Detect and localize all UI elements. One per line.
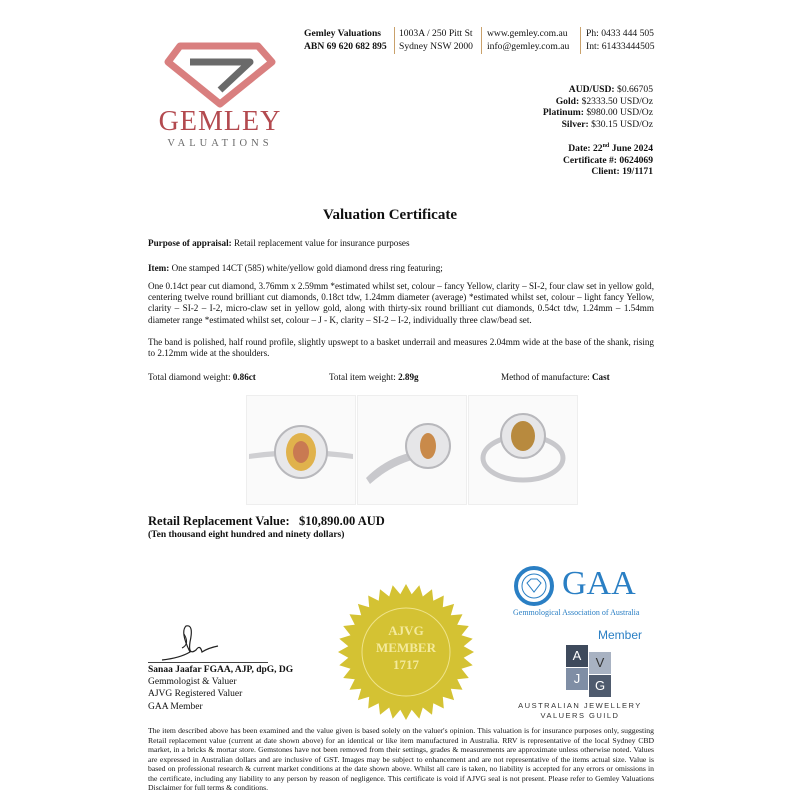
diamond-logo-icon xyxy=(150,38,290,108)
retail-value-amount: $10,890.00 AUD xyxy=(299,514,385,528)
gaa-member: Member xyxy=(598,628,643,642)
item-weight-label: Total item weight: xyxy=(329,372,396,382)
platinum-label: Platinum: xyxy=(542,107,584,118)
purpose-value: Retail replacement value for insurance purposes xyxy=(233,238,410,248)
company-name: Gemley Valuations xyxy=(304,28,382,39)
date-day: 22 xyxy=(593,143,603,155)
ring-photo-front xyxy=(246,395,356,505)
gold-label: Gold: xyxy=(555,95,580,107)
client-number: 19/1171 xyxy=(622,166,653,178)
certificate-number: 0624069 xyxy=(619,154,653,166)
silver-label: Silver: xyxy=(561,118,589,130)
ajvg-line2: VALUERS GUILD xyxy=(540,711,620,720)
ajvg-logo xyxy=(566,645,614,697)
client-label: Client: xyxy=(591,166,620,178)
gaa-abbr: GAA xyxy=(562,565,636,602)
page-title: Valuation Certificate xyxy=(322,207,457,223)
valuer-block xyxy=(148,664,293,713)
aud-usd-label: AUD/USD: xyxy=(568,84,615,95)
company-abn: ABN 69 620 682 895 xyxy=(304,40,387,52)
company-block xyxy=(304,28,387,53)
item-description: One 0.14ct pear cut diamond, 3.76mm x 2.59mm *estimated whilst set, colour – fancy Yellow, clarity – SI-2, four claw set in yellow gold, centering twelve round brilliant cut diamonds, 0.18ct tdw, 1.24mm diameter (average) *estimated whilst set, colour – light fancy Yellow, clarity – SI-2 – I-2, micro-claw set in yellow gold, along with thirty-six round brilliant cut diamonds, 0.54ct tdw, 1.24mm – 1.54mm diameter range *estimated whilst set, colour – J - K, clarity – SI-2 – I-2, individually three claw/bead set. xyxy=(148,281,654,325)
method: Cast xyxy=(591,372,610,382)
diamond-weight: 0.86ct xyxy=(232,372,256,382)
valuer-role3: GAA Member xyxy=(148,701,203,712)
ajvg-letter-a: A xyxy=(566,645,588,667)
gaa-diamond-icon xyxy=(514,566,554,606)
ajvg-letter-v: V xyxy=(589,652,611,674)
item-weight: 2.89g xyxy=(398,372,419,382)
ring-photo-side xyxy=(357,395,467,505)
value-in-words: (Ten thousand eight hundred and ninety dollars) xyxy=(148,530,345,540)
aud-usd-value: $0.66705 xyxy=(617,84,653,95)
signature-icon xyxy=(160,622,220,664)
address-line1: 1003A / 250 Pitt St xyxy=(399,28,473,39)
item xyxy=(148,263,654,274)
phone: Ph: 0433 444 505 xyxy=(586,28,654,39)
gold-value: $2333.50 USD/Oz xyxy=(581,95,653,107)
web-block xyxy=(487,28,569,53)
ajvg-letter-j: J xyxy=(566,668,588,690)
valuer-name: Sanaa Jaafar FGAA, AJP, dpG, DG xyxy=(148,665,294,675)
purpose-label: Purpose of appraisal: xyxy=(148,238,232,248)
date-rest: June 2024 xyxy=(611,143,653,155)
logo-sub: VALUATIONS xyxy=(167,138,273,149)
gaa-full: Gemmological Association of Australia xyxy=(513,608,640,617)
phone-block xyxy=(586,28,655,53)
date-label: Date: xyxy=(568,143,591,155)
certificate-label: Certificate #: xyxy=(562,154,618,166)
email-link[interactable]: info@gemley.com.au xyxy=(487,40,570,52)
date-suffix: nd xyxy=(602,143,610,149)
method-label: Method of manufacture: xyxy=(501,372,590,382)
website-link[interactable]: www.gemley.com.au xyxy=(487,28,568,39)
ajvg-text xyxy=(500,701,660,721)
band-description: The band is polished, half round profile, slightly upswept to a basket underrail and measures 2.04mm wide at the base of the shank, rising to 2.12mm wide at the shoulders. xyxy=(148,337,654,359)
address-line2: Sydney NSW 2000 xyxy=(399,40,473,52)
certificate-meta xyxy=(563,141,653,178)
ajvg-line1: AUSTRALIAN JEWELLERY xyxy=(518,701,642,710)
retail-value-label: Retail Replacement Value: xyxy=(148,514,290,528)
silver-value: $30.15 USD/Oz xyxy=(591,118,653,130)
rates-block xyxy=(543,84,653,130)
address-block xyxy=(399,28,473,53)
diamond-weight-label: Total diamond weight: xyxy=(148,372,231,382)
intl-phone: Int: 61433444505 xyxy=(586,40,655,52)
disclaimer: The item described above has been examined and the value given is based solely on the valuer's opinion. This valuation is for insurance purposes only, suggesting Retail replacement value (current at date shown above) for an identical or like item manufactured in Australia. RRV is representative of the local Sydney CBD market, in a bricks & mortar store. Gemstones have not been removed from their settings, grades & measurements are approximate unless otherwise noted. Values are expressed in Australian dollars and are inclusive of GST. Images may be subject to enhancement and are not representative of the items actual size. Value is based on professional research & current market conditions at the date shown above. Whilst all care is taken, no liability is accepted for any errors or omissions in the certificate, including any liability to any person by reason of negligence. This certificate is void if AJVG seal is not present. Please refer to Gemley Valuations Disclaimer for full terms & conditions. xyxy=(148,726,654,792)
seal-line3: 1717 xyxy=(393,657,419,672)
item-value: One stamped 14CT (585) white/yellow gold diamond dress ring featuring; xyxy=(171,263,443,273)
logo-name: GEMLEY xyxy=(158,106,282,137)
valuer-role2: AJVG Registered Valuer xyxy=(148,689,243,700)
ajvg-letter-g: G xyxy=(589,675,611,697)
seal-line1: AJVG xyxy=(388,623,424,638)
ring-photo-top xyxy=(468,395,578,505)
retail-value xyxy=(148,514,385,529)
seal-line2: MEMBER xyxy=(376,640,436,655)
valuer-role1: Gemmologist & Valuer xyxy=(148,677,237,688)
platinum-value: $980.00 USD/Oz xyxy=(586,107,653,118)
purpose xyxy=(148,238,654,249)
item-label: Item: xyxy=(148,263,170,273)
ajvg-seal xyxy=(336,582,476,722)
gemley-logo xyxy=(150,38,290,153)
